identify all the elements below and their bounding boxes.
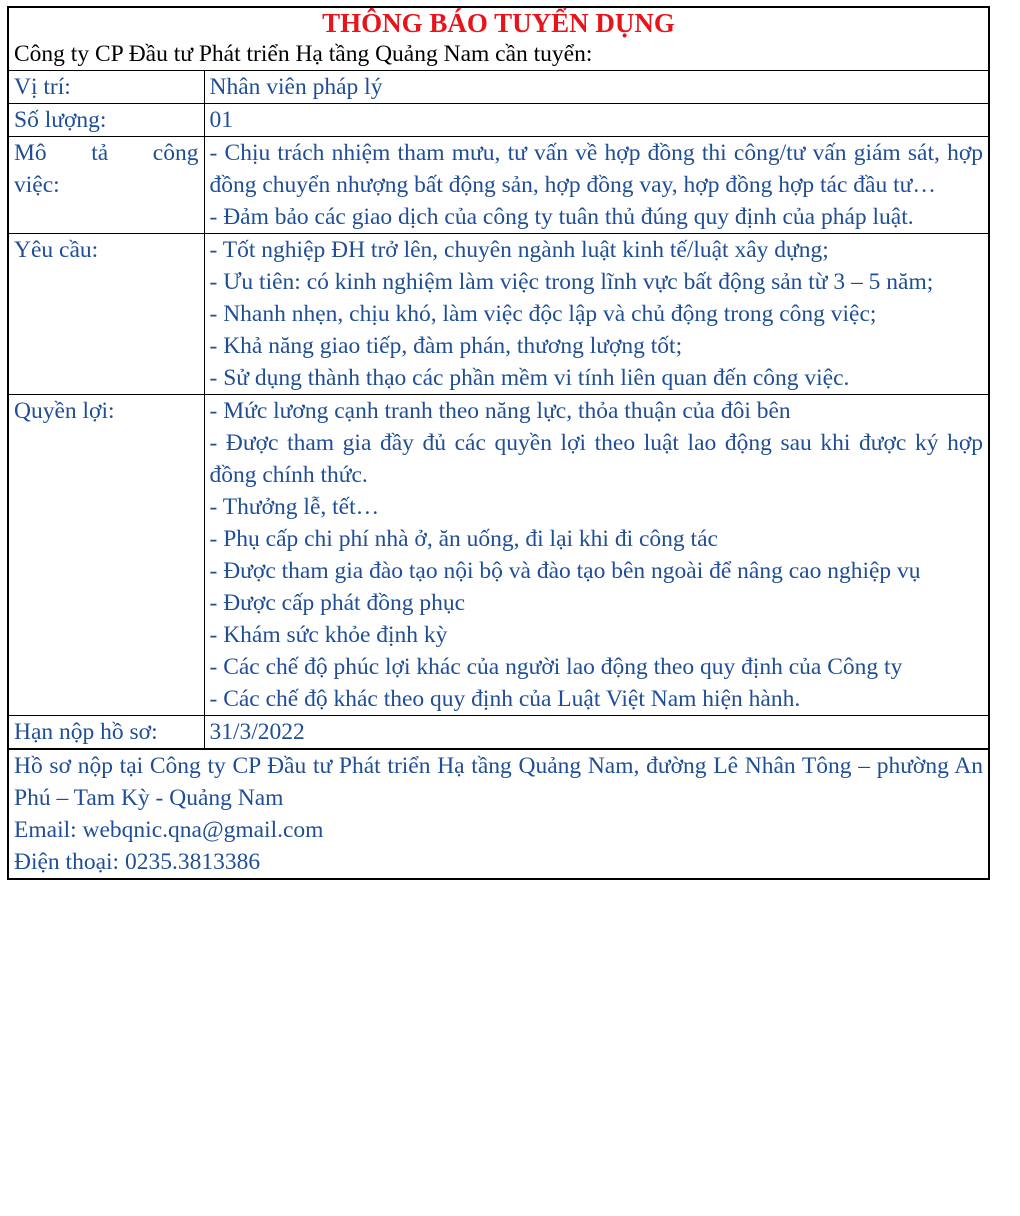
benefit-item: - Thưởng lễ, tết… <box>209 494 380 520</box>
row-position <box>9 71 988 104</box>
row-deadline <box>9 716 988 749</box>
requirements-value <box>204 234 988 395</box>
deadline-value: 31/3/2022 <box>204 716 988 749</box>
contact-section <box>9 749 988 878</box>
requirement-item: - Nhanh nhẹn, chịu khó, làm việc độc lập và chủ động trong công việc; <box>209 301 877 327</box>
row-description <box>9 137 988 234</box>
intro-line: Công ty CP Đầu tư Phát triển Hạ tầng Quảng Nam cần tuyển: <box>9 38 988 71</box>
requirement-item: - Tốt nghiệp ĐH trở lên, chuyên ngành luật kinh tế/luật xây dựng; <box>209 237 829 263</box>
deadline-label: Hạn nộp hồ sơ: <box>9 716 204 749</box>
submission-address: Hồ sơ nộp tại Công ty CP Đầu tư Phát triển Hạ tầng Quảng Nam, đường Lê Nhân Tông – phường An Phú – Tam Kỳ - Quảng Nam <box>14 753 983 811</box>
description-value <box>204 137 988 234</box>
contact-email: Email: webqnic.qna@gmail.com <box>14 817 324 843</box>
benefit-item: - Được cấp phát đồng phục <box>209 590 466 616</box>
benefits-label: Quyền lợi: <box>9 395 204 716</box>
position-label: Vị trí: <box>9 71 204 104</box>
description-label-line-2: việc: <box>14 172 60 198</box>
description-item: - Chịu trách nhiệm tham mưu, tư vấn về hợp đồng thi công/tư vấn giám sát, hợp đồng chuyển nhượng bất động sản, hợp đồng vay, hợp đồng hợp tác đầu tư… <box>209 140 983 198</box>
benefit-item: - Các chế độ phúc lợi khác của người lao động theo quy định của Công ty <box>209 654 903 680</box>
notice-title: THÔNG BÁO TUYỂN DỤNG <box>322 8 675 38</box>
row-benefits <box>9 395 988 716</box>
description-label <box>9 137 204 234</box>
requirements-label: Yêu cầu: <box>9 234 204 395</box>
benefit-item: - Được tham gia đầy đủ các quyền lợi theo luật lao động sau khi được ký hợp đồng chính thức. <box>209 430 983 488</box>
benefits-value <box>204 395 988 716</box>
quantity-label: Số lượng: <box>9 104 204 137</box>
recruitment-notice <box>7 6 990 880</box>
row-quantity <box>9 104 988 137</box>
benefit-item: - Phụ cấp chi phí nhà ở, ăn uống, đi lại khi đi công tác <box>209 526 718 552</box>
row-requirements <box>9 234 988 395</box>
benefit-item: - Các chế độ khác theo quy định của Luật Việt Nam hiện hành. <box>209 686 801 712</box>
quantity-value: 01 <box>204 104 988 137</box>
position-value: Nhân viên pháp lý <box>204 71 988 104</box>
description-item: - Đảm bảo các giao dịch của công ty tuân thủ đúng quy định của pháp luật. <box>209 204 914 230</box>
requirement-item: - Khả năng giao tiếp, đàm phán, thương lượng tốt; <box>209 333 683 359</box>
contact-phone: Điện thoại: 0235.3813386 <box>14 849 261 875</box>
job-details-table <box>9 71 988 749</box>
benefit-item: - Khám sức khỏe định kỳ <box>209 622 448 648</box>
requirement-item: - Ưu tiên: có kinh nghiệm làm việc trong lĩnh vực bất động sản từ 3 – 5 năm; <box>209 269 934 295</box>
benefit-item: - Được tham gia đào tạo nội bộ và đào tạo bên ngoài để nâng cao nghiệp vụ <box>209 558 921 584</box>
requirement-item: - Sử dụng thành thạo các phần mềm vi tính liên quan đến công việc. <box>209 365 850 391</box>
benefit-item: - Mức lương cạnh tranh theo năng lực, thỏa thuận của đôi bên <box>209 398 791 424</box>
description-label-line-1: Mô tả công <box>14 140 199 166</box>
